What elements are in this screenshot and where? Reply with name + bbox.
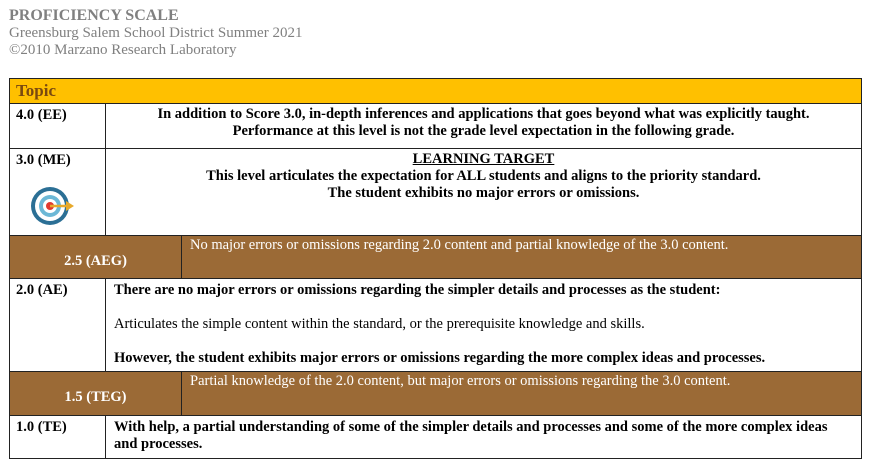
score-label: 2.5 (AEG) bbox=[10, 236, 182, 278]
doc-copyright: ©2010 Marzano Research Laboratory bbox=[9, 42, 237, 58]
score-description bbox=[106, 104, 861, 148]
score-description bbox=[106, 279, 861, 371]
topic-row: Topic bbox=[10, 79, 861, 104]
learning-target-heading: LEARNING TARGET bbox=[412, 151, 555, 167]
desc-line: Articulates the simple content within the standard, or the prerequisite knowledge and skills. bbox=[114, 316, 645, 332]
row-2-5 bbox=[10, 236, 861, 279]
score-label: 4.0 (EE) bbox=[10, 104, 106, 148]
target-icon bbox=[30, 183, 76, 229]
row-2-0 bbox=[10, 279, 861, 372]
score-label-text: 3.0 (ME) bbox=[16, 152, 71, 168]
score-label bbox=[10, 149, 106, 235]
score-description: With help, a partial understanding of some of the simpler details and processes and some of the more complex ideas and processes. bbox=[114, 419, 828, 452]
score-description: No major errors or omissions regarding 2.0 content and partial knowledge of the 3.0 content. bbox=[190, 237, 729, 253]
desc-line: Performance at this level is not the grade level expectation in the following grade. bbox=[232, 123, 735, 139]
row-3-0 bbox=[10, 149, 861, 236]
doc-title: PROFICIENCY SCALE bbox=[9, 7, 179, 24]
proficiency-table bbox=[9, 78, 862, 459]
desc-line: This level articulates the expectation for ALL students and aligns to the priority standard. bbox=[206, 168, 761, 184]
desc-line: There are no major errors or omissions regarding the simpler details and processes as the student: bbox=[114, 282, 721, 298]
doc-subtitle: Greensburg Salem School District Summer 2021 bbox=[9, 25, 303, 41]
score-label: 1.5 (TEG) bbox=[10, 372, 182, 415]
desc-line: The student exhibits no major errors or omissions. bbox=[327, 185, 640, 201]
score-label: 1.0 (TE) bbox=[10, 416, 106, 459]
row-1-5 bbox=[10, 372, 861, 416]
score-description: Partial knowledge of the 2.0 content, but major errors or omissions regarding the 3.0 content. bbox=[190, 373, 731, 389]
row-1-0 bbox=[10, 416, 861, 459]
score-label: 2.0 (AE) bbox=[10, 279, 106, 371]
row-4-0 bbox=[10, 104, 861, 149]
desc-line: However, the student exhibits major errors or omissions regarding the more complex ideas and processes. bbox=[114, 350, 766, 366]
score-description bbox=[106, 149, 861, 235]
desc-line: In addition to Score 3.0, in-depth inferences and applications that goes beyond what was explicitly taught. bbox=[157, 106, 810, 122]
